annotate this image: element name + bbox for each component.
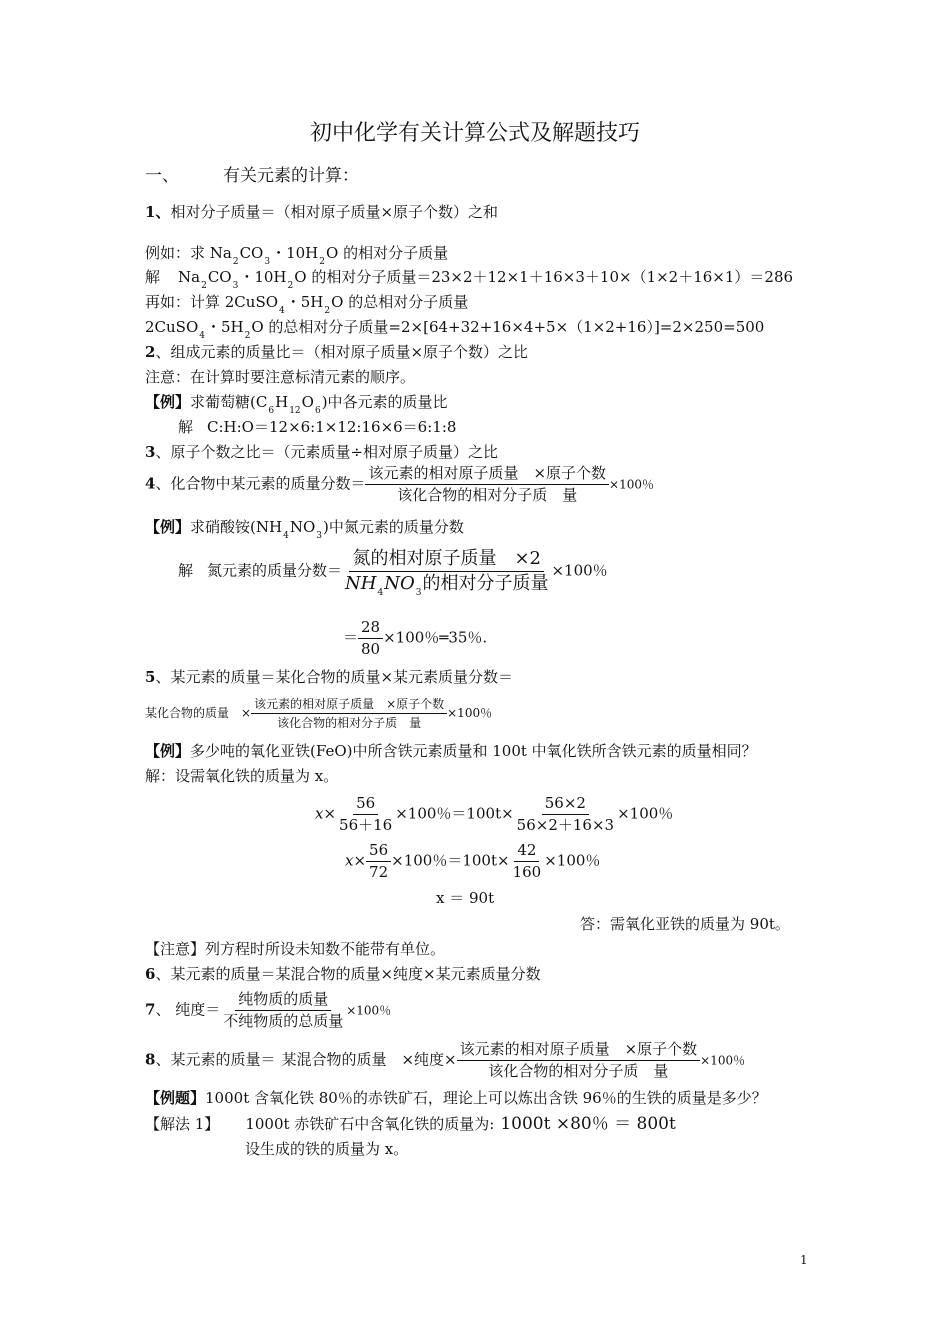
equation-3: x ＝ 90t xyxy=(436,889,495,907)
fraction: $\frac{\text{该元素的相对原子质量 ×原子个数}}{\text{该化合物的相对分子质 量}}$ xyxy=(251,698,447,729)
example-2-answer: 解 C:H:O＝12×6:1×12:16×6＝6:1:8 xyxy=(178,418,457,436)
page-title: 初中化学有关计算公式及解题技巧 xyxy=(309,121,640,146)
solution-1-step: 设生成的铁的质量为 x。 xyxy=(245,1140,409,1158)
section-heading xyxy=(145,168,359,185)
formula-7: 7、 纯度＝ $\frac{\text{纯物质的质量}}{\text{不纯物质的总质量}}$ ×100％ xyxy=(145,990,392,1030)
formula-4: 4、化合物中某元素的质量分数＝ $\frac{\text{该元素的相对原子质量 ×原子个数}}{\text{该化合物的相对分子质 量}}$ ×100％ xyxy=(145,464,654,504)
fraction: $\frac{\text{纯物质的质量}}{\text{不纯物质的总质量}}$ xyxy=(223,990,344,1030)
formula-8: 8、某元素的质量＝ 某混合物的质量 ×纯度× $\frac{\text{该元素的相对原子质量 ×原子个数}}{\text{该化合物的相对分子质 量}}$ ×100％ xyxy=(145,1040,746,1080)
section-number: 一、 xyxy=(145,166,179,186)
fraction: $\frac{28}{80}$ xyxy=(358,620,383,657)
formula-2: 2、组成元素的质量比＝（相对原子质量×原子个数）之比 xyxy=(145,343,529,361)
section-text: 有关元素的计算： xyxy=(223,166,359,186)
example-1-answer-2: 2CuSO$_4$・$5H_2O$ 的总相对分子质量=2×[64+32+16×4+5×（1×2+16）]=2×250=500 xyxy=(145,318,765,341)
formula-1: 1、相对分子质量＝（相对原子质量×原子个数）之和 xyxy=(145,203,499,221)
example-3-result: ＝ $\frac{28}{80}$ ×100％═35％. xyxy=(343,618,488,658)
note-2: 【注意】列方程时所设未知数不能带有单位。 xyxy=(145,940,446,958)
example-1-question-2: 再如：计算 2CuSO$_4$・$5H_2O$ 的总相对分子质量 xyxy=(145,293,469,316)
solution-1: 【解法 1】 1000t 赤铁矿石中含氧化铁的质量为: 1000t ×80％ ＝ 800t xyxy=(145,1114,676,1134)
fraction: $\frac{\text{该元素的相对原子质量 ×原子个数}}{\text{该化合物的相对分子质 量}}$ xyxy=(365,466,609,503)
formula-6: 6、某元素的质量＝某混合物的质量×纯度×某元素质量分数 xyxy=(145,965,541,983)
equation-2: x× $\frac{56}{72}$ ×100％＝100t× $\frac{42}{160}$ ×100％ xyxy=(345,841,601,881)
fraction: $\frac{\text{氮的相对原子质量 ×2}}{NH_4NO_3的相对分子质量}$ xyxy=(345,548,549,598)
example-4-question: 【例】多少吨的氧化亚铁(FeO)中所含铁元素质量和 100t 中氧化铁所含铁元素的质量相同？ xyxy=(145,742,757,760)
equation-1: x× $\frac{56}{56+16}$ ×100％＝100t× $\frac{56\times 2}{56\times 2+16\times 3}$ ×100％ xyxy=(315,794,674,834)
example-3-solution: 解 氮元素的质量分数＝ $\frac{\text{氮的相对原子质量 ×2}}{NH_4NO_3的相对分子质量}$ ×100％ xyxy=(178,548,608,598)
page-number: 1 xyxy=(800,1253,808,1267)
example-4-answer: 答：需氧化亚铁的质量为 90t。 xyxy=(580,915,790,933)
example-5-question: 【例题】1000t 含氧化铁 80％的赤铁矿石，理论上可以炼出含铁 96％的生铁的质量是多少？ xyxy=(145,1089,767,1107)
example-1-question: 例如：求 $Na_2CO_3$・$10H_2O$ 的相对分子质量 xyxy=(145,244,449,267)
note-1: 注意：在计算时要注意标清元素的顺序。 xyxy=(145,368,416,386)
example-1-answer: 解 $Na_2CO_3$・$10H_2O$ 的相对分子质量＝23×2＋12×1＋16×3＋10×（1×2＋16×1）＝286 xyxy=(145,268,794,291)
formula-5-expression: 某化合物的质量 × $\frac{\text{该元素的相对原子质量 ×原子个数}}{\text{该化合物的相对分子质 量}}$ ×100％ xyxy=(145,697,493,730)
formula-3: 3、原子个数之比＝（元素质量÷相对原子质量）之比 xyxy=(145,443,499,461)
fraction: $\frac{\text{该元素的相对原子质量 ×原子个数}}{\text{该化合物的相对分子质 量}}$ xyxy=(457,1042,701,1079)
formula-5: 5、某元素的质量＝某化合物的质量×某元素质量分数＝ xyxy=(145,668,514,686)
example-2-question: 【例】求葡萄糖$(C_6H_{12}O_6)$中各元素的质量比 xyxy=(145,393,448,416)
example-4-setup: 解：设需氧化铁的质量为 x。 xyxy=(145,767,339,785)
example-3-question: 【例】求硝酸铵$(NH_4NO_3)$中氮元素的质量分数 xyxy=(145,518,464,541)
